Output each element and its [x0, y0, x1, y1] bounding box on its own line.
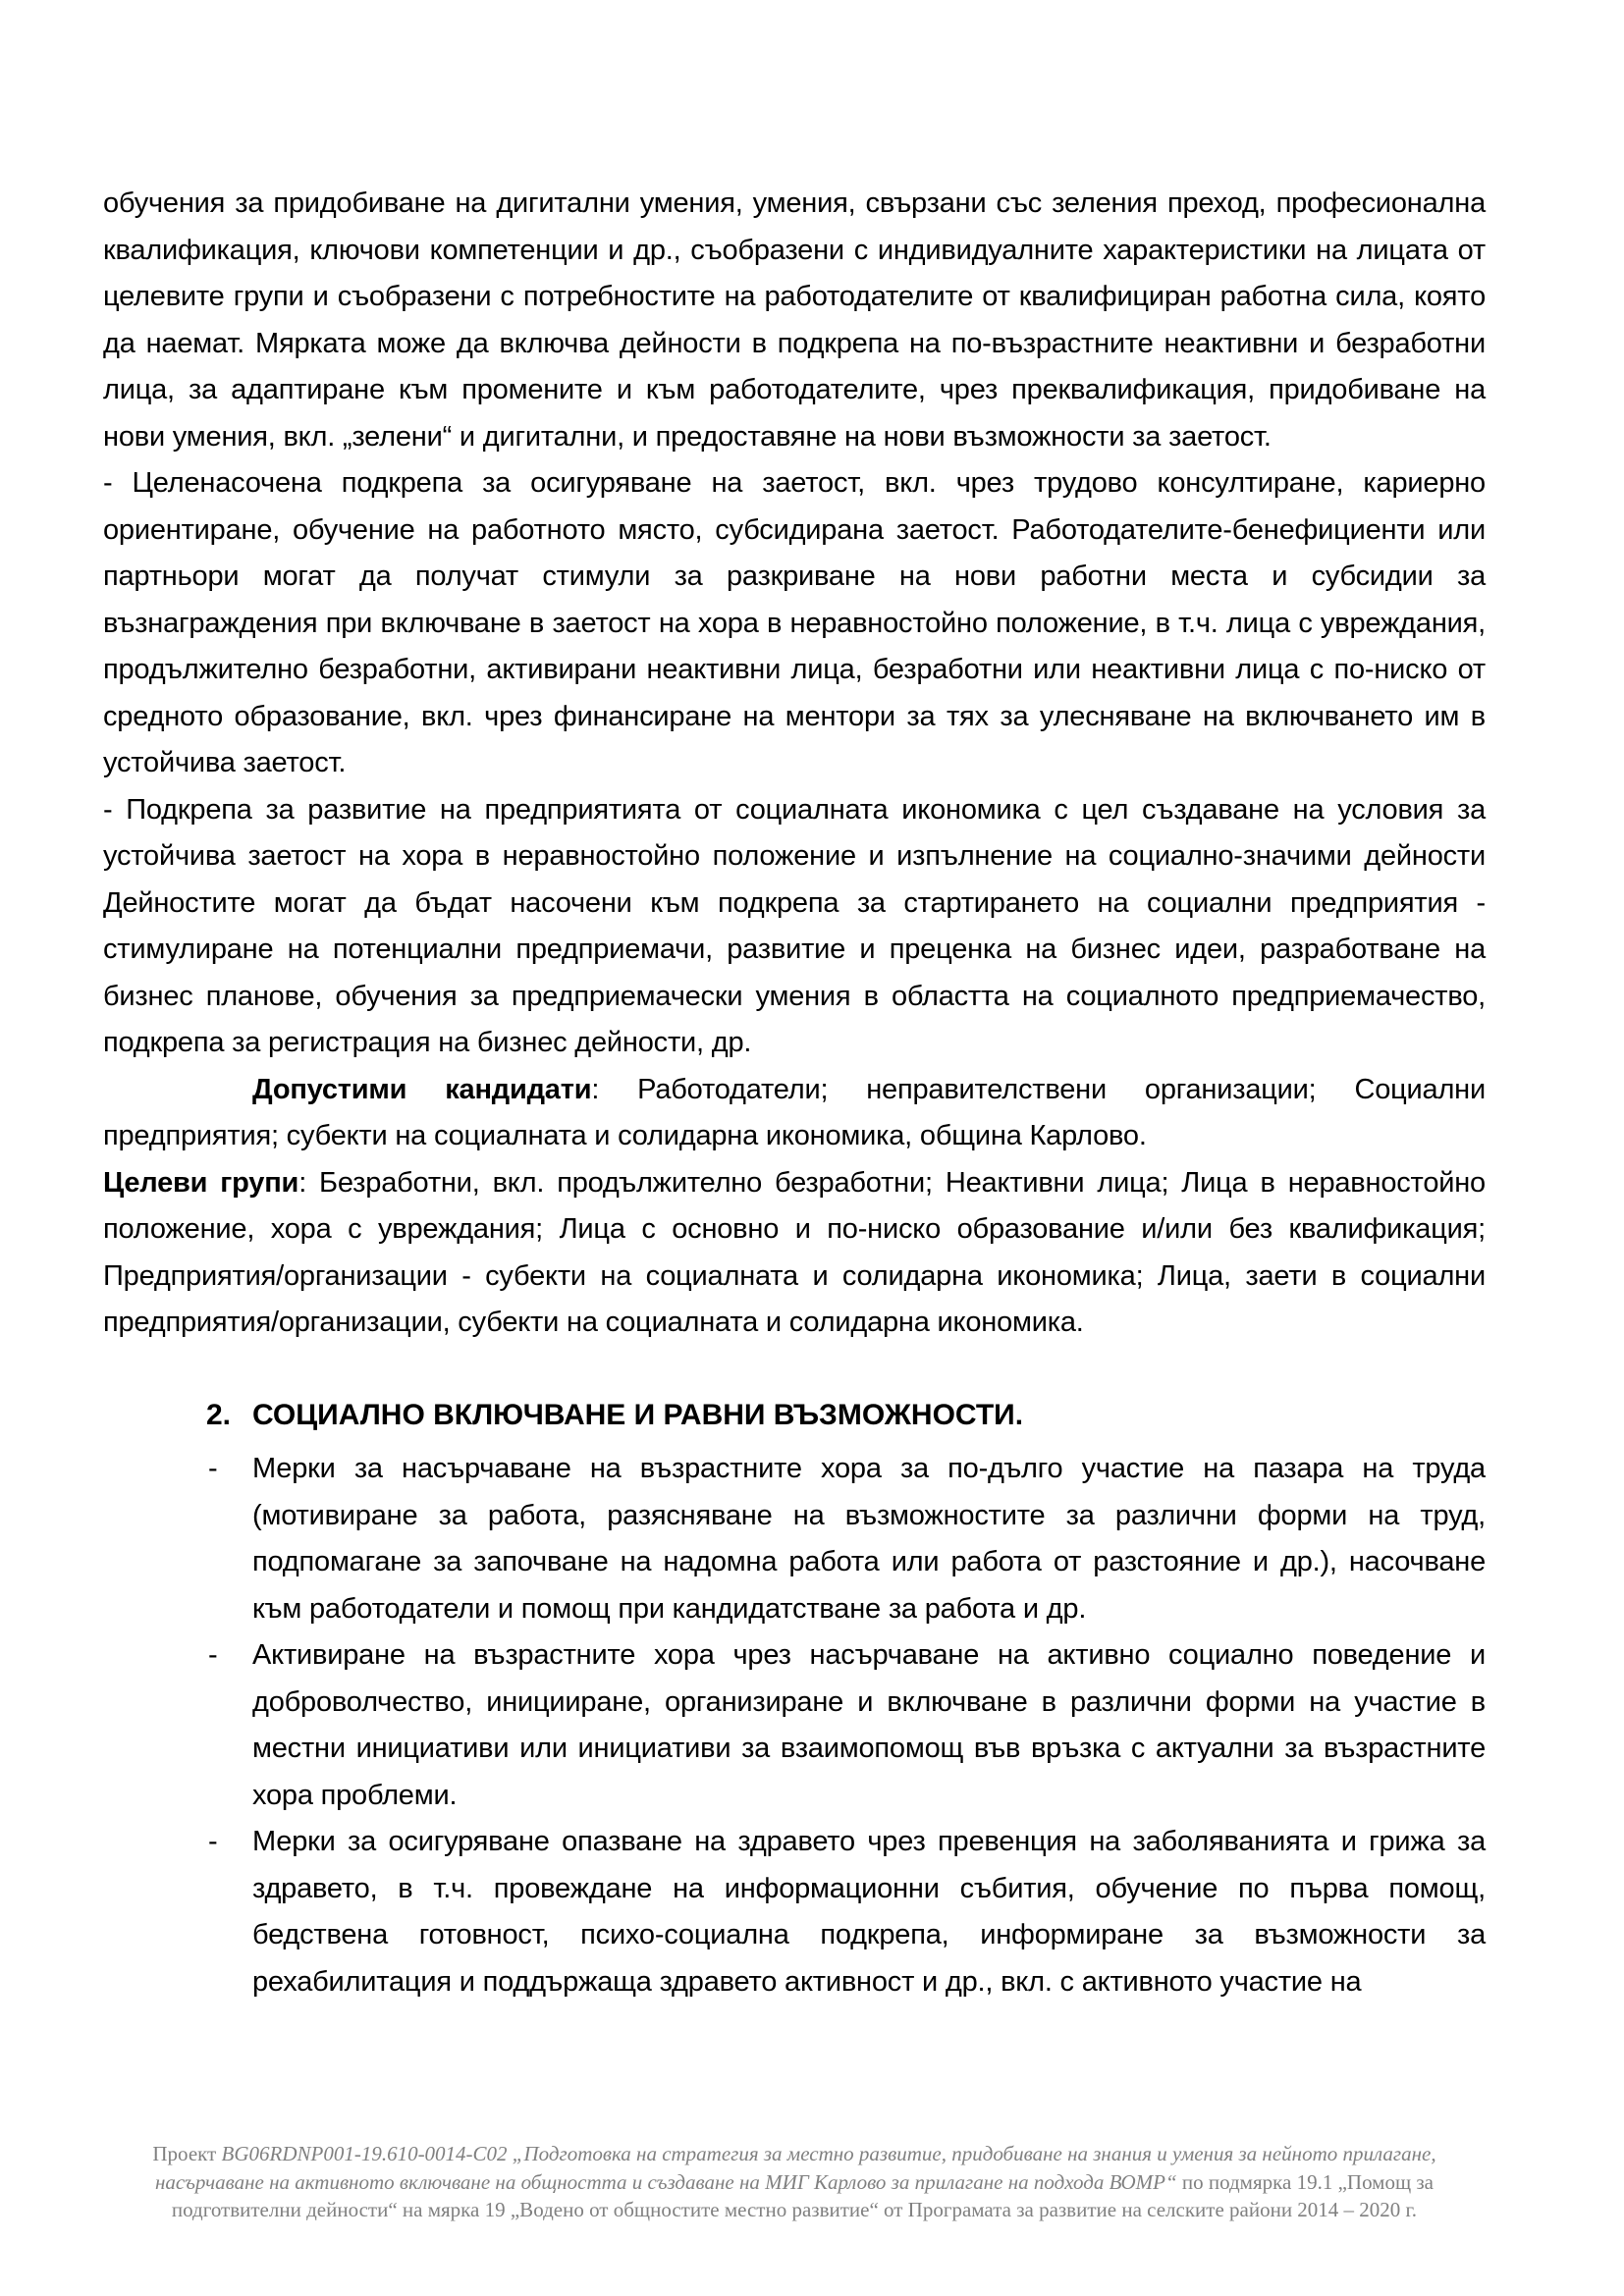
dash-marker: - [208, 1639, 218, 1671]
list-item-elderly-labour-participation [103, 1446, 1486, 1632]
section-heading-social-inclusion [103, 1392, 1486, 1439]
paragraph-eligible-candidates [103, 1067, 1486, 1160]
eligible-candidates-text: : Работодатели; неправителствени организации; Социални предприятия; субекти на социалната и солидарна икономика, община Карлово. [103, 1073, 1487, 1151]
dash-marker: - [208, 1826, 218, 1857]
list-item-health-protection [103, 1819, 1486, 2005]
target-groups-text: : Безработни, вкл. продължително безработни; Неактивни лица; Лица в неравностойно положение, хора с увреждания; Лица с основно и по-ниско образование и/или без квалификация; Предприятия/организации - субекти на социалната и солидарна икономика; Лица, заети в социални предприятия/организации, субекти на социалната и солидарна икономика. [103, 1166, 1486, 1338]
footer-project-name: BG06RDNP001-19.610-0014-C02 „Подготовка на стратегия за местно развитие, придобиване на знания и умения за нейното прилагане, насърчаване на активното включване на общността и създаване на МИГ Карлово за прилагане на подхода ВОМР“ [155, 2142, 1436, 2194]
target-groups-label: Целеви групи [103, 1166, 299, 1199]
paragraph-training-measures: обучения за придобиване на дигитални умения, умения, свързани със зеления преход, професионална квалификация, ключови компетенции и др., съобразени с индивидуалните характеристики на лицата от целевите групи и съобразени с потребностите на работодателите от квалифициран работна сила, която да наемат. Мярката може да включва дейности в подкрепа на по-възрастните неактивни и безработни лица, за адаптиране към промените и към работодателите, чрез преквалификация, придобиване на нови умения, вкл. „зелени“ и дигитални, и предоставяне на нови възможности за заетост. [103, 187, 1486, 453]
page-footer [103, 2140, 1486, 2224]
document-body [103, 181, 1486, 2005]
paragraph-targeted-employment-support: - Целенасочена подкрепа за осигуряване на заетост, вкл. чрез трудово консултиране, кариерно ориентиране, обучение на работното място, субсидирана заетост. Работодателите-бенефициенти или партньори могат да получат стимули за разкриване на нови работни места и субсидии за възнаграждения при включване в заетост на хора в неравностойно положение, в т.ч. лица с увреждания, продължително безработни, активирани неактивни лица, безработни или неактивни лица с по-ниско от средното образование, вкл. чрез финансиране на ментори за тях за улесняване на включването им в устойчива заетост. [103, 467, 1486, 778]
paragraph-social-economy-support: - Подкрепа за развитие на предприятията от социалната икономика с цел създаване на условия за устойчива заетост на хора в неравностойно положение и изпълнение на социално-значими дейности Дейностите могат да бъдат насочени към подкрепа за стартирането на социални предприятия - стимулиране на потенциални предприемачи, развитие и преценка на бизнес идеи, разработване на бизнес планове, обучения за предприемачески умения в областта на социалното предприемачество, подкрепа за регистрация на бизнес дейности, др. [103, 793, 1486, 1058]
footer-project-word: Проект [152, 2142, 222, 2165]
section-title: СОЦИАЛНО ВКЛЮЧВАНЕ И РАВНИ ВЪЗМОЖНОСТИ. [252, 1398, 1024, 1431]
list-item-text: Мерки за насърчаване на възрастните хора за по-дълго участие на пазара на труда (мотивиране за работа, разясняване на възможностите за различни форми на труд, подпомагане за започване на надомна работа или работа от разстояние и др.), насочване към работодатели и помощ при кандидатстване за работа и др. [252, 1453, 1486, 1625]
list-item-elderly-activation [103, 1632, 1486, 1819]
list-item-text: Мерки за осигуряване опазване на здравето чрез превенция на заболяванията и грижа за здравето, в т.ч. провеждане на информационни събития, обучение по първа помощ, бедствена готовност, психо-социална подкрепа, информиране за възможности за рехабилитация и поддържаща здравето активност и др., вкл. с активното участие на [252, 1826, 1486, 1998]
dash-marker: - [208, 1453, 218, 1484]
section-number: 2. [206, 1398, 232, 1431]
footer-programme-reference: по подмярка 19.1 „Помощ за подготвителни дейности“ на мярка 19 „Водено от общностите местно развитие“ от Програмата за развитие на селските райони 2014 – 2020 г. [171, 2169, 1434, 2221]
paragraph-target-groups [103, 1160, 1486, 1347]
eligible-candidates-label: Допустими кандидати [252, 1073, 592, 1105]
list-item-text: Активиране на възрастните хора чрез насърчаване на активно социално поведение и доброволчество, иницииране, организиране и включване в различни форми на участие в местни инициативи или инициативи за взаимопомощ във връзка с актуални за възрастните хора проблеми. [252, 1639, 1486, 1811]
